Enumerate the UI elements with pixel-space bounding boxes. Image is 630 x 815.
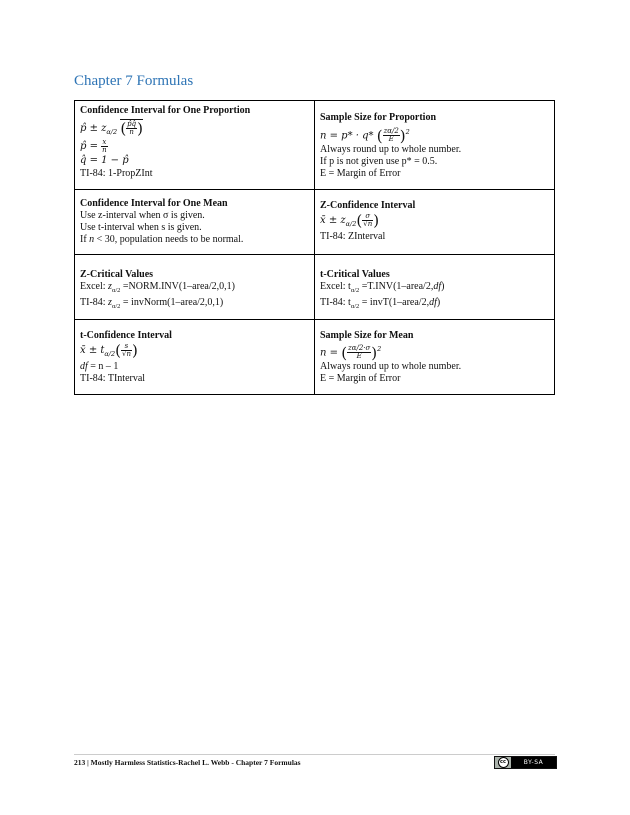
license-label: BY-SA	[511, 757, 556, 768]
excel-t-critical: Excel: $t_{\alpha/2}$ =T.INV(1–area/2,df)	[320, 281, 445, 294]
cell-t-confidence-interval	[75, 320, 315, 395]
cell-sample-size-mean	[315, 320, 555, 395]
cc-license-badge[interactable]	[494, 756, 557, 769]
formula-z-interval: x̄ ± $z_{\alpha/2}$( $\frac{\sigma}{√n}$ )	[320, 211, 380, 230]
page-title: Chapter 7 Formulas	[74, 73, 194, 89]
excel-z-critical: Excel: $z_{\alpha/2}$ =NORM.INV(1–area/2,0,1)	[80, 281, 235, 294]
calculator-command: TI-84: ZInterval	[320, 231, 386, 242]
note-z-interval: Use z-interval when σ is given.	[80, 210, 205, 221]
note-t-interval: Use t-interval when s is given.	[80, 222, 202, 233]
degrees-of-freedom: df = n – 1	[80, 361, 119, 372]
cc-icon: cc	[495, 757, 511, 768]
cell-t-critical-values	[315, 255, 555, 320]
calculator-command: TI-84: 1-PropZInt	[80, 168, 153, 179]
cell-title: Sample Size for Proportion	[320, 112, 437, 123]
footer-divider	[74, 754, 555, 755]
cell-title: Z-Confidence Interval	[320, 200, 416, 211]
cell-title: Sample Size for Mean	[320, 330, 414, 341]
calculator-command: TI-84: TInterval	[80, 373, 146, 384]
cell-z-critical-values	[75, 255, 315, 320]
note-round-up: Always round up to whole number.	[320, 144, 462, 156]
formula-table	[74, 100, 555, 395]
formula-ci-proportion: p̂ ± $z_{\alpha/2}$ ( $\frac{p̂q̂}{n}$ )	[80, 119, 143, 138]
formula-sample-size-mean: n = ( $\frac{z\alpha/2\cdot\sigma}{E}$ )$^2$	[320, 343, 382, 362]
cell-title: Z-Critical Values	[80, 269, 154, 280]
note-round-up: Always round up to whole number.	[320, 361, 462, 373]
cell-title: t-Confidence Interval	[80, 330, 172, 341]
cell-title: t-Critical Values	[320, 269, 390, 280]
cell-title: Confidence Interval for One Proportion	[80, 105, 251, 116]
cell-ci-one-proportion	[75, 101, 315, 190]
note-p-default: If p is not given use p* = 0.5.	[320, 156, 438, 168]
cell-sample-size-proportion	[315, 101, 555, 190]
note-margin-of-error: E = Margin of Error	[320, 168, 401, 180]
formula-sample-size-proportion: n = p* · q* ( $\frac{z\alpha/2}{E}$ )$^2$	[320, 126, 410, 145]
formula-p-hat: p̂ = $\frac{x}{n}$	[80, 138, 107, 154]
page-footer: 213 | Mostly Harmless Statistics-Rachel L. Webb - Chapter 7 Formulas	[74, 758, 301, 767]
cell-title: Confidence Interval for One Mean	[80, 198, 228, 209]
note-margin-of-error: E = Margin of Error	[320, 373, 401, 385]
cell-z-confidence-interval	[315, 190, 555, 255]
formula-q-hat: q̂ = 1 − p̂	[80, 155, 129, 166]
note-normality: If n < 30, population needs to be normal.	[80, 234, 244, 245]
formula-t-interval: x̄ ± $t_{\alpha/2}$( $\frac{s}{√n}$ )	[80, 341, 138, 360]
cell-ci-one-mean	[75, 190, 315, 255]
ti84-z-critical: TI-84: $z_{\alpha/2}$ = invNorm(1–area/2,0,1)	[80, 297, 224, 310]
ti84-t-critical: TI-84: $t_{\alpha/2}$ = invT(1–area/2,df)	[320, 297, 441, 310]
